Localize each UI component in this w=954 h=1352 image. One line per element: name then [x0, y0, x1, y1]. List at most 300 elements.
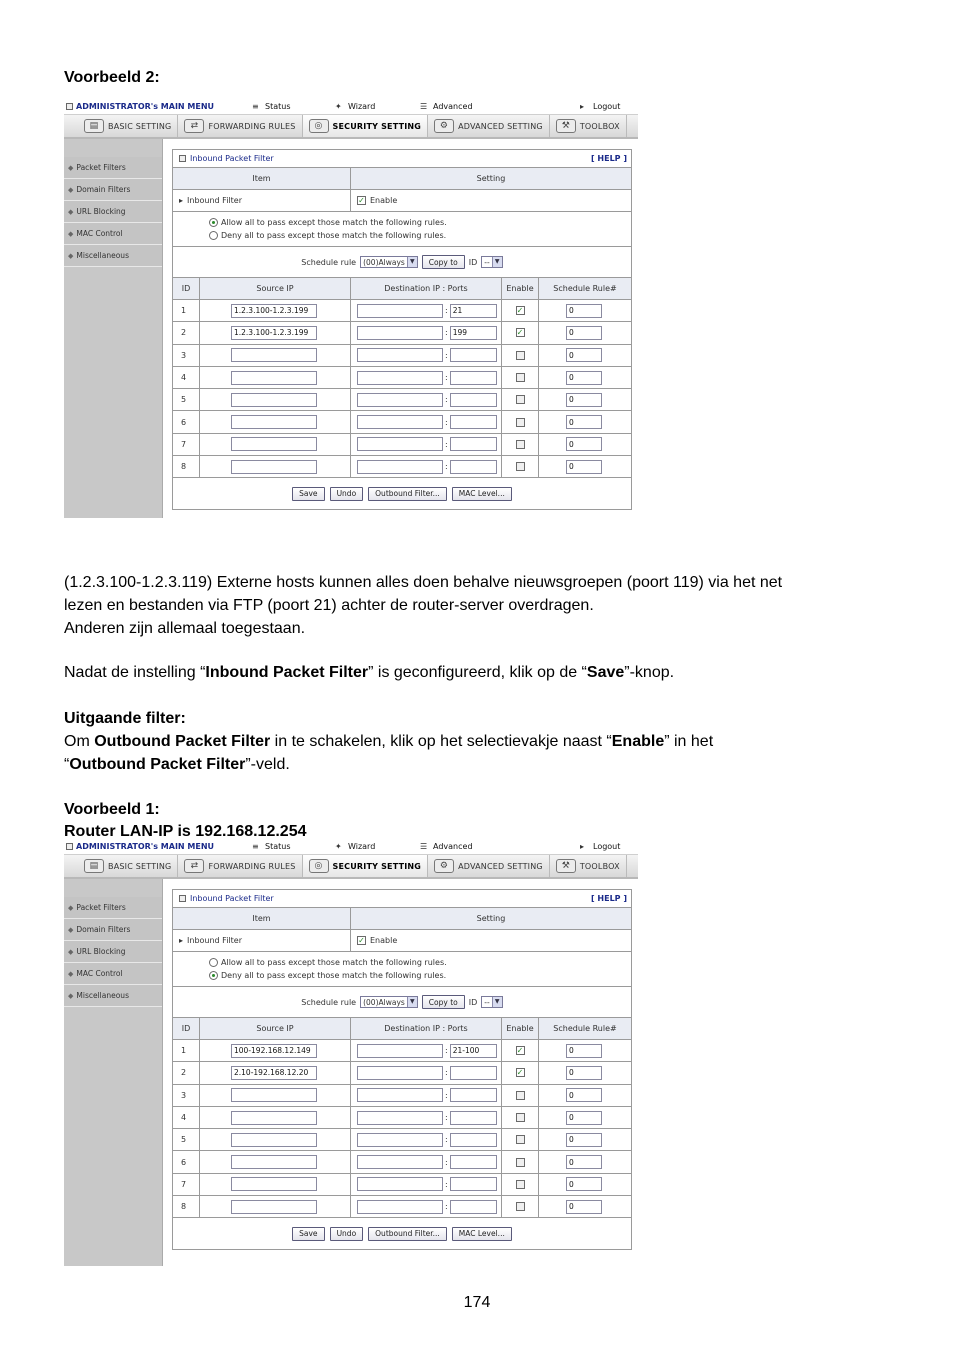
tab-label: TOOLBOX — [579, 861, 620, 871]
source-ip-cell — [200, 300, 351, 321]
menu-wizard[interactable] — [335, 842, 375, 851]
action-buttons — [173, 1218, 631, 1249]
select-value: (00)Always — [363, 257, 405, 267]
destination-ip-input[interactable] — [357, 1044, 443, 1058]
bullet-icon: ◆ — [68, 925, 74, 934]
enable-cell — [502, 1085, 539, 1106]
security-sidebar — [64, 139, 163, 518]
help-link[interactable]: [ HELP ] — [590, 894, 627, 903]
port-input[interactable] — [450, 437, 497, 451]
rule-id: 7 — [173, 434, 200, 455]
help-link[interactable]: [ HELP ] — [590, 154, 627, 163]
schedule-rule-input[interactable]: 0 — [566, 460, 602, 474]
destination-cell — [351, 411, 502, 432]
undo-button[interactable]: Undo — [330, 1227, 364, 1241]
schedule-rule-input[interactable]: 0 — [566, 415, 602, 429]
status-icon: ≡ — [252, 841, 259, 851]
sidebar-label: Packet Filters — [76, 903, 126, 912]
header-item: Item — [173, 168, 351, 189]
sidebar-label: MAC Control — [76, 969, 123, 978]
rule-id: 1 — [173, 1040, 200, 1061]
schedule-cell — [539, 1107, 631, 1128]
port-input[interactable] — [450, 460, 497, 474]
table-row — [173, 434, 631, 456]
enable-cell — [502, 389, 539, 410]
rule-enable-checkbox[interactable] — [516, 1113, 525, 1122]
schedule-cell — [539, 367, 631, 388]
text: Om — [64, 733, 95, 750]
menu-admin[interactable] — [66, 842, 214, 851]
rule-enable-checkbox[interactable] — [516, 1158, 525, 1167]
port-input[interactable]: 199 — [450, 326, 497, 340]
menu-label: Status — [265, 842, 291, 851]
enable-cell — [502, 411, 539, 432]
mac-level-button[interactable]: MAC Level... — [452, 487, 512, 501]
copy-to-button[interactable]: Copy to — [422, 255, 465, 269]
schedule-rule-input[interactable]: 0 — [566, 1088, 602, 1102]
enable-cell — [502, 367, 539, 388]
menu-label: Logout — [593, 102, 621, 111]
menu-label: Status — [265, 102, 291, 111]
rules-table-header — [173, 1018, 631, 1040]
panel-title-text: Inbound Packet Filter — [190, 894, 274, 903]
rule-enable-checkbox[interactable] — [516, 1202, 525, 1211]
schedule-rule-label: Schedule rule — [301, 257, 357, 267]
allow-all-radio-option[interactable] — [209, 218, 447, 227]
destination-ip-input[interactable] — [357, 415, 443, 429]
source-ip-input[interactable] — [231, 1200, 317, 1214]
bullet-icon: ◆ — [68, 251, 74, 260]
bullet-icon: ◆ — [68, 207, 74, 216]
table-row — [173, 456, 631, 478]
select-value: -- — [484, 257, 490, 267]
source-ip-input[interactable] — [231, 415, 317, 429]
header-schedule: Schedule Rule# — [553, 284, 617, 293]
schedule-rule-input[interactable]: 0 — [566, 1111, 602, 1125]
security-sidebar — [64, 879, 163, 1266]
menu-logout[interactable] — [580, 102, 620, 111]
port-input[interactable] — [450, 393, 497, 407]
table-row — [173, 1196, 631, 1218]
source-ip-cell — [200, 1085, 351, 1106]
tab-label: FORWARDING RULES — [208, 121, 296, 131]
table-row — [173, 1129, 631, 1151]
schedule-select[interactable] — [360, 256, 418, 268]
header-source-ip: Source IP — [200, 1018, 351, 1039]
tab-forwarding-rules[interactable] — [178, 115, 302, 137]
sidebar-item-packet-filters[interactable] — [64, 897, 162, 919]
schedule-rule-input[interactable]: 0 — [566, 1200, 602, 1214]
id-select[interactable] — [481, 256, 502, 268]
page-number: 174 — [463, 1294, 491, 1311]
enable-cell — [502, 434, 539, 455]
menu-label: Advanced — [433, 102, 473, 111]
schedule-cell — [539, 1062, 631, 1083]
rule-enable-checkbox[interactable] — [516, 462, 525, 471]
tab-advanced-setting[interactable] — [428, 115, 550, 137]
sidebar-item-miscellaneous[interactable] — [64, 985, 162, 1007]
destination-ip-input[interactable] — [357, 1200, 443, 1214]
schedule-cell — [539, 322, 631, 343]
sidebar-label: URL Blocking — [76, 947, 126, 956]
table-row — [173, 1040, 631, 1062]
schedule-rule-input[interactable]: 0 — [566, 1066, 602, 1080]
rule-enable-checkbox[interactable] — [516, 418, 525, 427]
enable-cell — [502, 300, 539, 321]
sidebar-label: Miscellaneous — [76, 251, 129, 260]
destination-ip-input[interactable] — [357, 393, 443, 407]
schedule-rule-input[interactable]: 0 — [566, 1155, 602, 1169]
port-input[interactable]: 21 — [450, 304, 497, 318]
folder-icon: ▤ — [84, 119, 104, 133]
destination-ip-input[interactable] — [357, 1177, 443, 1191]
source-ip-input[interactable] — [231, 437, 317, 451]
menu-status[interactable] — [252, 102, 291, 111]
schedule-rule-input[interactable]: 0 — [566, 304, 602, 318]
header-id: ID — [173, 278, 200, 299]
source-ip-input[interactable] — [231, 460, 317, 474]
bullet-icon: ◆ — [68, 903, 74, 912]
example1-heading: Voorbeeld 1: — [64, 801, 160, 818]
allow-all-radio-option[interactable] — [209, 958, 447, 967]
port-input[interactable] — [450, 1155, 497, 1169]
forward-icon: ⇄ — [184, 859, 204, 873]
destination-ip-input[interactable] — [357, 1066, 443, 1080]
tab-forwarding-rules[interactable] — [178, 855, 302, 877]
enable-cell — [502, 456, 539, 477]
enable-cell — [502, 1196, 539, 1217]
panel-title-bar — [173, 890, 631, 908]
source-ip-input[interactable] — [231, 371, 317, 385]
inbound-filter-row — [173, 930, 631, 952]
tab-label: ADVANCED SETTING — [458, 121, 543, 131]
text: ”-knop. — [624, 664, 675, 681]
sidebar-label: Domain Filters — [76, 925, 131, 934]
destination-cell — [351, 1085, 502, 1106]
destination-cell — [351, 1107, 502, 1128]
inbound-filter-setting — [351, 190, 631, 211]
destination-ip-input[interactable] — [357, 348, 443, 362]
menu-logout[interactable] — [580, 842, 620, 851]
source-ip-input[interactable]: 100-192.168.12.149 — [231, 1044, 317, 1058]
menu-label: Advanced — [433, 842, 473, 851]
rule-enable-checkbox[interactable] — [516, 395, 525, 404]
destination-cell — [351, 1196, 502, 1217]
colon-separator: : — [445, 417, 448, 427]
schedule-cell — [539, 1040, 631, 1061]
destination-ip-input[interactable] — [357, 371, 443, 385]
deny-all-radio-option[interactable] — [209, 231, 446, 240]
main-menu-bar — [64, 101, 638, 115]
destination-ip-input[interactable] — [357, 1111, 443, 1125]
rule-enable-checkbox[interactable] — [516, 373, 525, 382]
filter-mode-row — [173, 952, 631, 987]
router-screenshot-2 — [64, 841, 638, 1268]
source-ip-input[interactable] — [231, 1088, 317, 1102]
chevron-down-icon: ▼ — [492, 997, 502, 1007]
sidebar-item-miscellaneous[interactable] — [64, 245, 162, 267]
tab-advanced-setting[interactable] — [428, 855, 550, 877]
port-input[interactable] — [450, 371, 497, 385]
rule-id: 1 — [173, 300, 200, 321]
enable-cell — [502, 1107, 539, 1128]
schedule-cell — [539, 1196, 631, 1217]
tab-security-setting[interactable] — [303, 855, 429, 877]
menu-label: ADMINISTRATOR's MAIN MENU — [76, 842, 215, 851]
port-input[interactable] — [450, 1088, 497, 1102]
menu-advanced[interactable] — [420, 102, 473, 111]
tab-basic-setting[interactable] — [78, 855, 178, 877]
source-ip-input[interactable] — [231, 393, 317, 407]
deny-all-radio-option[interactable] — [209, 971, 446, 980]
rule-id: 5 — [173, 389, 200, 410]
schedule-select[interactable] — [360, 996, 418, 1008]
main-menu-bar — [64, 841, 638, 855]
bullet-icon: ◆ — [68, 947, 74, 956]
tab-label: FORWARDING RULES — [208, 861, 296, 871]
menu-admin[interactable] — [66, 102, 214, 111]
outbound-heading: Uitgaande filter: — [64, 710, 186, 727]
source-ip-cell — [200, 1040, 351, 1061]
source-ip-input[interactable] — [231, 1133, 317, 1147]
content-area — [64, 139, 638, 518]
paragraph-line — [64, 753, 894, 776]
menu-label: Wizard — [348, 842, 376, 851]
colon-separator: : — [445, 350, 448, 360]
colon-separator: : — [445, 1157, 448, 1167]
source-ip-input[interactable]: 2.10-192.168.12.20 — [231, 1066, 317, 1080]
square-icon — [179, 895, 186, 902]
enable-cell — [502, 345, 539, 366]
menu-advanced[interactable] — [420, 842, 473, 851]
header-enable: Enable — [502, 1018, 539, 1039]
copy-to-button[interactable]: Copy to — [422, 995, 465, 1009]
text: in te schakelen, klik op het selectievakje naast “ — [270, 733, 612, 750]
port-input[interactable] — [450, 1177, 497, 1191]
sidebar-item-packet-filters[interactable] — [64, 157, 162, 179]
sidebar-item-mac-control[interactable] — [64, 963, 162, 985]
destination-ip-input[interactable] — [357, 304, 443, 318]
rule-enable-checkbox[interactable]: ✓ — [516, 306, 524, 316]
enable-label: Enable — [370, 936, 398, 945]
destination-ip-input[interactable] — [357, 1088, 443, 1102]
colon-separator: : — [445, 1090, 448, 1100]
source-ip-cell — [200, 367, 351, 388]
id-select[interactable] — [481, 996, 502, 1008]
source-ip-input[interactable] — [231, 1177, 317, 1191]
deny-all-radio[interactable] — [209, 231, 218, 240]
outbound-filter-button[interactable]: Outbound Filter... — [368, 1227, 447, 1241]
action-buttons — [173, 478, 631, 509]
sidebar-item-domain-filters[interactable] — [64, 179, 162, 201]
tab-label: TOOLBOX — [579, 121, 620, 131]
chevron-down-icon: ▼ — [407, 257, 417, 267]
source-ip-input[interactable]: 1.2.3.100-1.2.3.199 — [231, 326, 317, 340]
source-ip-input[interactable] — [231, 348, 317, 362]
tab-toolbox[interactable] — [550, 855, 627, 877]
colon-separator: : — [445, 1179, 448, 1189]
text: ” is geconfigureerd, klik op de “ — [368, 664, 587, 681]
example2-heading: Voorbeeld 2: — [64, 69, 160, 86]
colon-separator: : — [445, 1046, 448, 1056]
rule-enable-checkbox[interactable] — [516, 1091, 525, 1100]
text: ” in het — [664, 733, 714, 750]
schedule-rule-input[interactable]: 0 — [566, 348, 602, 362]
panel-title-text: Inbound Packet Filter — [190, 154, 274, 163]
destination-ip-input[interactable] — [357, 1155, 443, 1169]
rule-id: 6 — [173, 1151, 200, 1172]
schedule-rule-input[interactable]: 0 — [566, 326, 602, 340]
schedule-rule-input[interactable]: 0 — [566, 393, 602, 407]
table-row — [173, 1174, 631, 1196]
source-ip-input[interactable] — [231, 1111, 317, 1125]
paragraph-outbound — [64, 730, 894, 776]
destination-ip-input[interactable] — [357, 437, 443, 451]
content-area — [64, 879, 638, 1266]
enable-cell — [502, 322, 539, 343]
header-destination: Destination IP : Ports — [351, 1018, 502, 1039]
port-input[interactable] — [450, 348, 497, 362]
schedule-cell — [539, 434, 631, 455]
destination-cell — [351, 456, 502, 477]
destination-cell — [351, 1174, 502, 1195]
shield-icon: ◎ — [309, 859, 329, 873]
bullet-icon: ◆ — [68, 229, 74, 238]
menu-status[interactable] — [252, 842, 291, 851]
source-ip-input[interactable]: 1.2.3.100-1.2.3.199 — [231, 304, 317, 318]
deny-all-radio[interactable] — [209, 971, 218, 980]
destination-ip-input[interactable] — [357, 1133, 443, 1147]
destination-ip-input[interactable] — [357, 460, 443, 474]
bullet-icon: ◆ — [68, 185, 74, 194]
rule-enable-checkbox[interactable] — [516, 1180, 525, 1189]
chevron-down-icon: ▼ — [407, 997, 417, 1007]
tab-security-setting[interactable] — [303, 115, 429, 137]
destination-cell — [351, 300, 502, 321]
enable-checkbox[interactable]: ✓ — [358, 936, 365, 945]
rule-enable-checkbox[interactable] — [516, 1135, 525, 1144]
schedule-rule-input[interactable]: 0 — [566, 371, 602, 385]
port-input[interactable] — [450, 1133, 497, 1147]
save-button[interactable]: Save — [292, 487, 324, 501]
port-input[interactable]: 21-100 — [450, 1044, 497, 1058]
tab-label: SECURITY SETTING — [332, 861, 422, 871]
enable-checkbox[interactable]: ✓ — [358, 196, 365, 205]
rules-table-header — [173, 278, 631, 300]
port-input[interactable] — [450, 415, 497, 429]
sidebar-label: URL Blocking — [76, 207, 126, 216]
source-ip-cell — [200, 1151, 351, 1172]
item-label: Inbound Filter — [187, 936, 242, 945]
rule-enable-checkbox[interactable] — [516, 440, 525, 449]
source-ip-cell — [200, 322, 351, 343]
allow-all-radio[interactable] — [209, 218, 218, 227]
sidebar-item-url-blocking[interactable] — [64, 201, 162, 223]
outbound-filter-button[interactable]: Outbound Filter... — [368, 487, 447, 501]
destination-cell — [351, 1040, 502, 1061]
sidebar-label: Domain Filters — [76, 185, 131, 194]
colon-separator: : — [445, 395, 448, 405]
header-destination: Destination IP : Ports — [351, 278, 502, 299]
panel-title — [179, 894, 274, 903]
colon-separator: : — [445, 373, 448, 383]
item-setting-header — [173, 908, 631, 930]
table-row — [173, 411, 631, 433]
port-input[interactable] — [450, 1200, 497, 1214]
paragraph-line: Anderen zijn allemaal toegestaan. — [64, 620, 306, 637]
tab-basic-setting[interactable] — [78, 115, 178, 137]
colon-separator: : — [445, 328, 448, 338]
enable-cell — [502, 1040, 539, 1061]
port-input[interactable] — [450, 1111, 497, 1125]
table-row — [173, 367, 631, 389]
destination-cell — [351, 1151, 502, 1172]
wizard-icon: ✦ — [335, 101, 342, 111]
tab-label: BASIC SETTING — [108, 861, 172, 871]
header-setting: Setting — [476, 174, 506, 183]
forward-icon: ⇄ — [184, 119, 204, 133]
item-setting-header — [173, 168, 631, 190]
destination-cell — [351, 345, 502, 366]
source-ip-input[interactable] — [231, 1155, 317, 1169]
sidebar-item-mac-control[interactable] — [64, 223, 162, 245]
tab-toolbox[interactable] — [550, 115, 627, 137]
sidebar-item-domain-filters[interactable] — [64, 919, 162, 941]
panel-title — [179, 154, 274, 163]
enable-label: Enable — [370, 196, 398, 205]
radio-label: Allow all to pass except those match the following rules. — [221, 218, 447, 227]
schedule-rule-input[interactable]: 0 — [566, 1177, 602, 1191]
destination-ip-input[interactable] — [357, 326, 443, 340]
schedule-row — [173, 987, 631, 1018]
menu-wizard[interactable] — [335, 102, 375, 111]
source-ip-cell — [200, 1174, 351, 1195]
schedule-rule-input[interactable]: 0 — [566, 1044, 602, 1058]
source-ip-cell — [200, 456, 351, 477]
rule-id: 2 — [173, 1062, 200, 1083]
bullet-icon: ◆ — [68, 991, 74, 1000]
inbound-packet-filter-panel — [172, 149, 632, 510]
schedule-rule-input[interactable]: 0 — [566, 437, 602, 451]
tab-label: SECURITY SETTING — [332, 121, 422, 131]
undo-button[interactable]: Undo — [330, 487, 364, 501]
radio-label: Allow all to pass except those match the following rules. — [221, 958, 447, 967]
mac-level-button[interactable]: MAC Level... — [452, 1227, 512, 1241]
rule-id: 6 — [173, 411, 200, 432]
rule-enable-checkbox[interactable]: ✓ — [516, 328, 524, 338]
square-icon — [66, 843, 73, 850]
square-icon — [66, 103, 73, 110]
enable-cell — [502, 1174, 539, 1195]
rule-enable-checkbox[interactable]: ✓ — [516, 1046, 524, 1056]
sidebar-item-url-blocking[interactable] — [64, 941, 162, 963]
inbound-filter-label — [173, 930, 351, 951]
destination-cell — [351, 1129, 502, 1150]
paragraph-line: lezen en bestanden via FTP (poort 21) achter de router-server overdragen. — [64, 597, 594, 614]
schedule-rule-input[interactable]: 0 — [566, 1133, 602, 1147]
text: “ — [64, 756, 70, 773]
save-button[interactable]: Save — [292, 1227, 324, 1241]
table-row — [173, 1062, 631, 1084]
rule-id: 4 — [173, 367, 200, 388]
table-row — [173, 1151, 631, 1173]
port-input[interactable] — [450, 1066, 497, 1080]
rule-enable-checkbox[interactable] — [516, 351, 525, 360]
allow-all-radio[interactable] — [209, 958, 218, 967]
schedule-cell — [539, 389, 631, 410]
rule-enable-checkbox[interactable]: ✓ — [516, 1068, 524, 1078]
paragraph-save-instruction — [64, 661, 894, 684]
